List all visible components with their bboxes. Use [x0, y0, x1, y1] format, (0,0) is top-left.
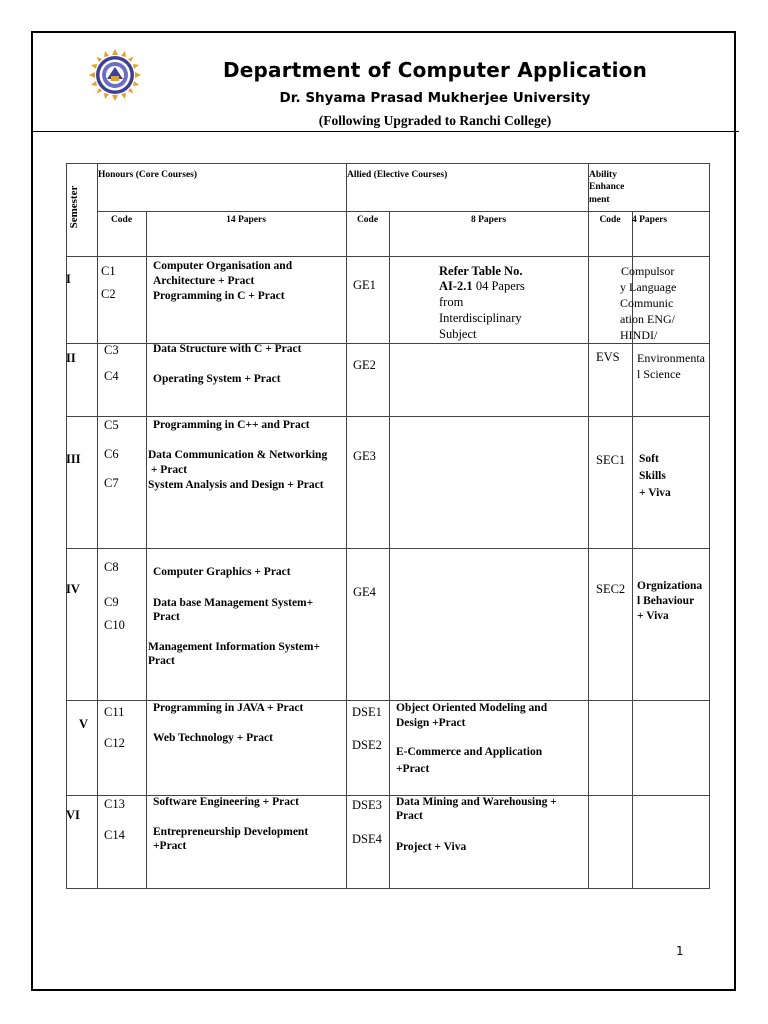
ability-line: l Behaviour: [637, 595, 695, 607]
elective-reference-line: from: [439, 295, 464, 309]
allied-papers-header: 8 Papers: [470, 215, 507, 225]
column-divider: [346, 163, 347, 889]
ability-code: SEC1: [596, 453, 626, 467]
elective-title: Project + Viva: [396, 841, 467, 853]
column-divider: [146, 211, 147, 889]
elective-code: GE1: [353, 278, 376, 292]
ability-line: y Language: [620, 280, 677, 294]
ability-line: ation ENG/: [620, 312, 675, 326]
semester-label: I: [66, 272, 71, 286]
course-code: C13: [104, 797, 125, 811]
ability-line: Environmenta: [637, 351, 705, 365]
column-divider: [389, 211, 390, 889]
elective-code: DSE3: [352, 798, 382, 812]
course-title: Data Communication & Networking: [148, 449, 328, 461]
ability-code-header: Code: [599, 215, 621, 225]
university-seal-logo: [89, 49, 141, 101]
elective-code: GE4: [353, 585, 376, 599]
course-title: Architecture + Pract: [153, 275, 255, 287]
course-title: Programming in C++ and Pract: [153, 419, 310, 431]
elective-code: DSE2: [352, 738, 382, 752]
row-divider: [97, 211, 710, 212]
elective-reference-line: Interdisciplinary: [439, 311, 522, 325]
elective-code: GE3: [353, 449, 376, 463]
course-code: C14: [104, 828, 125, 842]
ability-cell: [633, 344, 709, 404]
course-title: System Analysis and Design + Pract: [148, 479, 324, 491]
ability-line: + Viva: [639, 487, 671, 499]
course-code: C1: [101, 264, 116, 278]
course-code: C9: [104, 595, 119, 609]
elective-code: DSE4: [352, 832, 382, 846]
course-code: C3: [104, 343, 119, 357]
course-code: C2: [101, 287, 116, 301]
course-title: +Pract: [153, 840, 187, 852]
honours-code-header: Code: [110, 215, 133, 225]
course-code: C12: [104, 736, 125, 750]
course-title: Web Technology + Pract: [153, 732, 273, 744]
ability-header-line: ment: [589, 195, 610, 205]
honours-header: Honours (Core Courses): [98, 170, 198, 180]
semester-label: IV: [66, 582, 80, 596]
ability-line: l Science: [637, 367, 681, 381]
course-code: C10: [104, 618, 125, 632]
course-title: Computer Graphics + Pract: [153, 566, 291, 578]
elective-title: Pract: [396, 810, 423, 822]
course-title: Computer Organisation and: [153, 260, 293, 272]
row-divider: [66, 416, 710, 417]
course-title: Pract: [148, 655, 175, 667]
honours-papers-header: 14 Papers: [226, 215, 266, 225]
page-number: 1: [676, 944, 684, 958]
course-title: + Pract: [148, 464, 188, 476]
row-divider: [66, 256, 710, 257]
semester-label: VI: [66, 808, 80, 822]
row-divider: [66, 548, 710, 549]
ability-papers-header: 4 Papers: [632, 215, 668, 225]
elective-code: DSE1: [352, 705, 382, 719]
ability-cell: [633, 575, 709, 635]
ability-line: Soft: [639, 453, 659, 465]
elective-title: Data Mining and Warehousing +: [396, 796, 557, 808]
semester-header: Semester: [68, 185, 80, 229]
semester-label: II: [66, 351, 76, 365]
semester-label: III: [66, 452, 81, 466]
elective-title: Object Oriented Modeling and: [396, 702, 548, 714]
header-divider: [31, 131, 739, 132]
ability-line: Skills: [639, 470, 666, 482]
elective-title: +Pract: [396, 763, 430, 775]
ability-line: Orgnizationa: [637, 580, 703, 592]
allied-header: Allied (Elective Courses): [347, 170, 448, 180]
ability-header-line: Enhance: [589, 182, 625, 192]
university-name: Dr. Shyama Prasad Mukherjee University: [279, 90, 591, 106]
ability-line: Compulsor: [621, 264, 675, 278]
course-code: C7: [104, 476, 119, 490]
ability-line: Communic: [620, 296, 674, 310]
elective-reference-line: Subject: [439, 327, 477, 341]
ability-cell: [589, 260, 709, 342]
ability-code: EVS: [596, 350, 620, 364]
elective-title: Design +Pract: [396, 717, 466, 729]
course-title: Programming in JAVA + Pract: [153, 702, 304, 714]
ability-line: HINDI/: [620, 328, 658, 342]
course-code: C4: [104, 369, 119, 383]
elective-title: E-Commerce and Application: [396, 746, 543, 758]
course-code: C8: [104, 560, 119, 574]
semester-label: V: [79, 717, 89, 731]
college-note: (Following Upgraded to Ranchi College): [318, 113, 552, 128]
course-code: C5: [104, 418, 119, 432]
course-title: Programming in C + Pract: [153, 290, 285, 302]
column-divider: [97, 163, 98, 889]
ability-code: SEC2: [596, 582, 626, 596]
elective-reference-line: AI-2.1 04 Papers: [439, 279, 525, 293]
ability-header-line: Ability: [589, 170, 617, 180]
course-title: Pract: [153, 611, 180, 623]
row-divider: [66, 700, 710, 701]
course-title: Data base Management System+: [153, 597, 314, 609]
elective-reference-title: Refer Table No.: [439, 264, 523, 278]
course-title: Entrepreneurship Development: [153, 826, 309, 838]
course-title: Management Information System+: [148, 641, 321, 653]
allied-code-header: Code: [356, 215, 379, 225]
course-code: C6: [104, 447, 119, 461]
course-code: C11: [104, 705, 125, 719]
page-title: Department of Computer Application: [222, 58, 648, 82]
ability-line: + Viva: [637, 610, 669, 622]
elective-code: GE2: [353, 358, 376, 372]
course-title: Operating System + Pract: [153, 373, 281, 385]
course-title: Data Structure with C + Pract: [153, 343, 302, 355]
course-title: Software Engineering + Pract: [153, 796, 299, 808]
